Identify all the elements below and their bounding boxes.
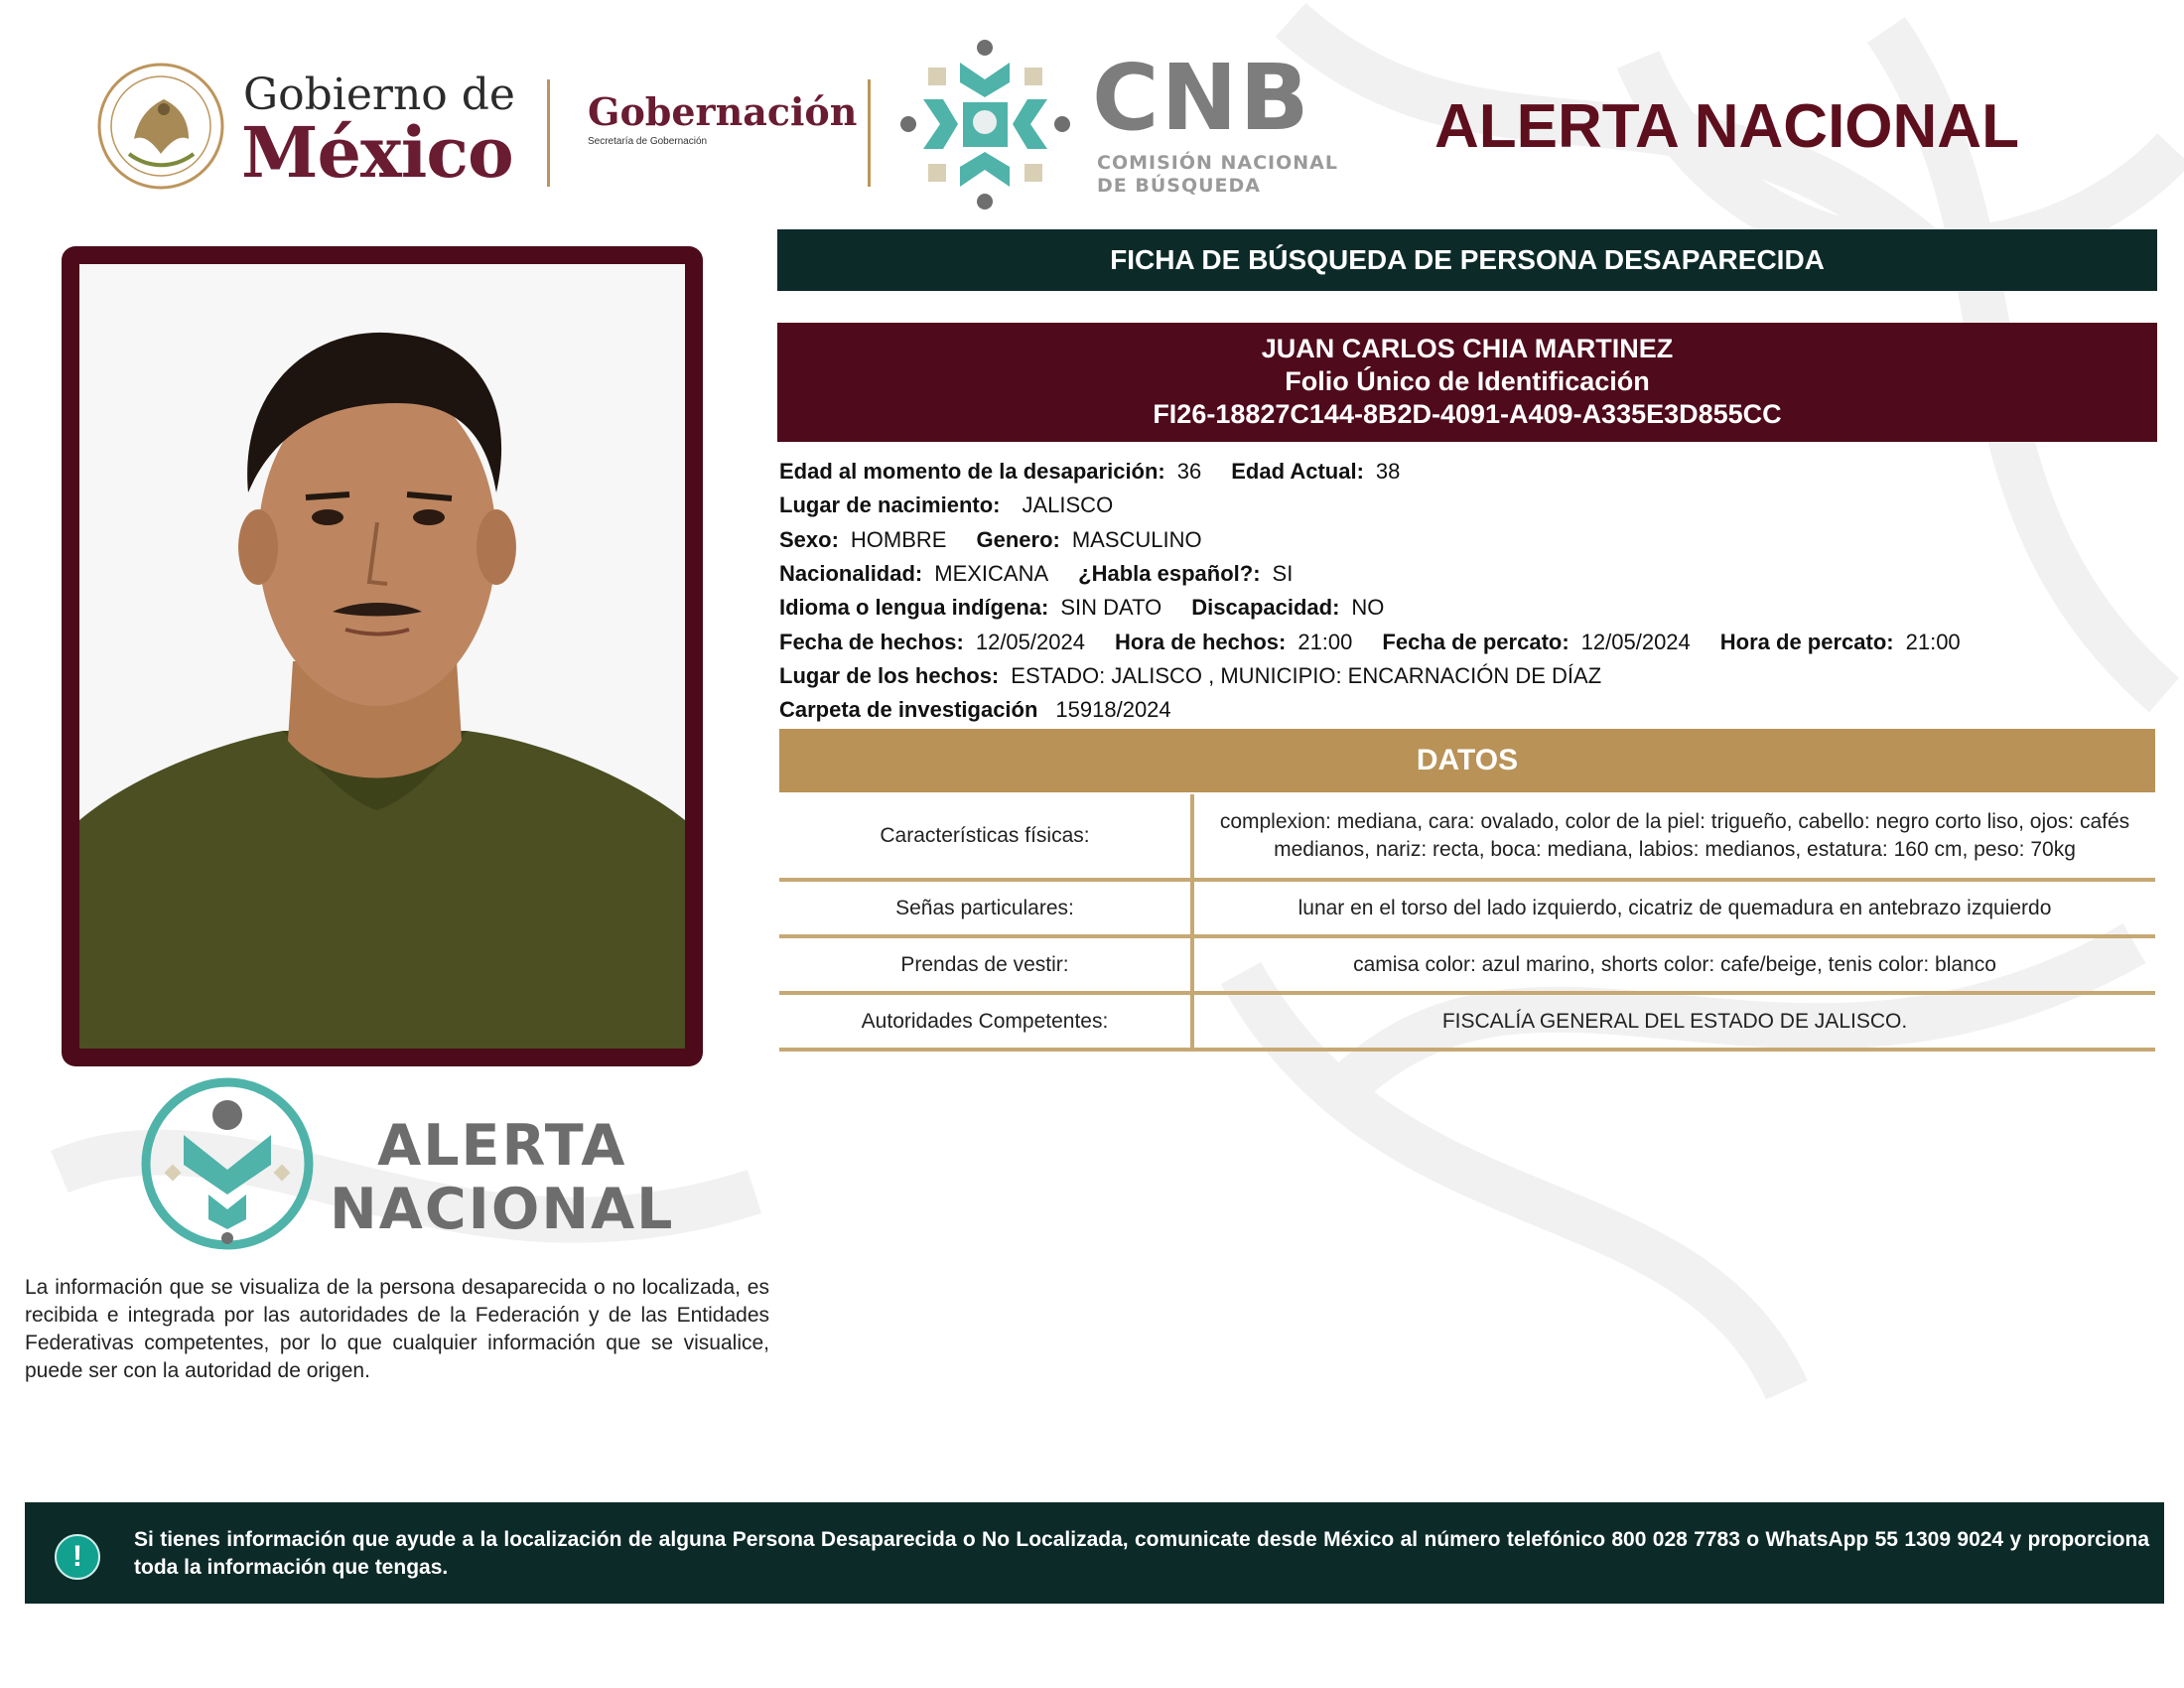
person-portrait [79, 264, 685, 1049]
disclaimer-text: La información que se visualiza de la persona desaparecida o no localizada, es recibida e integrada por las autoridades de la Federación y de las Entidades Federativas competentes, por lo que cualquier información que se visualice, puede ser con la autoridad de origen. [25, 1276, 769, 1382]
carpeta-label: Carpeta de investigación [779, 697, 1038, 722]
fecha-percato-label: Fecha de percato: [1382, 630, 1570, 654]
fecha-percato-value: 12/05/2024 [1580, 630, 1691, 654]
gobernacion-subtext: Secretaría de Gobernación [588, 136, 708, 147]
datos-row [779, 882, 2155, 938]
datos-label: Señas particulares: [779, 882, 1194, 934]
national-seal-icon [94, 60, 228, 194]
person-name-box [777, 323, 2157, 442]
cnb-wordmark: CNB [1092, 45, 1311, 151]
gobierno-de-text: Gobierno de [243, 70, 515, 120]
folio-value: FI26-18827C144-8B2D-4091-A409-A335E3D855CC [1153, 399, 1782, 429]
lugar-hechos-value: ESTADO: JALISCO , MUNICIPIO: ENCARNACIÓN DE DÍAZ [1011, 663, 1602, 688]
lugar-nacimiento-value: JALISCO [1022, 492, 1114, 517]
discapacidad-label: Discapacidad: [1191, 595, 1340, 620]
info-line-nacimiento [779, 492, 1143, 518]
contact-footer-text: Si tienes información que ayude a la localización de alguna Persona Desaparecida o No Localizada, comunicate desde México al número telefónico 800 028 7783 o WhatsApp 55 1309 9024 y proporciona toda la información que tengas. [134, 1528, 2149, 1579]
cnb-subtitle [1097, 152, 1338, 198]
person-photo-frame [62, 246, 703, 1066]
header-divider [547, 79, 550, 187]
cnb-emblem-icon [898, 38, 1072, 211]
nacionalidad-label: Nacionalidad: [779, 561, 923, 586]
datos-value: camisa color: azul marino, shorts color: cafe/beige, tenis color: blanco [1353, 952, 1996, 976]
habla-value: SI [1272, 561, 1294, 586]
header-divider [868, 79, 871, 187]
gobierno-de-mexico-logo [94, 60, 531, 194]
genero-label: Genero: [976, 527, 1060, 552]
edad-actual-label: Edad Actual: [1231, 459, 1364, 484]
alerta-nacional-emblem-icon [139, 1075, 316, 1252]
contact-footer-bar [25, 1502, 2164, 1604]
person-name: JUAN CARLOS CHIA MARTINEZ [1261, 334, 1674, 363]
nacional-word: NACIONAL [330, 1177, 675, 1242]
edad-desaparicion-label: Edad al momento de la desaparición: [779, 459, 1165, 484]
hora-hechos-label: Hora de hechos: [1114, 630, 1287, 654]
datos-row [779, 794, 2155, 882]
info-line-edad [779, 459, 1430, 485]
gobernacion-logo [588, 89, 857, 147]
alerta-word: ALERTA [377, 1113, 627, 1179]
datos-row [779, 938, 2155, 995]
discapacidad-value: NO [1351, 595, 1385, 620]
ficha-title-bar: FICHA DE BÚSQUEDA DE PERSONA DESAPARECIDA [777, 229, 2157, 291]
cnb-subtitle-line2: DE BÚSQUEDA [1097, 175, 1261, 197]
idioma-value: SIN DATO [1060, 595, 1162, 620]
nacionalidad-value: MEXICANA [934, 561, 1049, 586]
edad-actual-value: 38 [1375, 459, 1401, 484]
info-line-lugar-hechos [779, 663, 1631, 689]
hora-hechos-value: 21:00 [1297, 630, 1353, 654]
sexo-value: HOMBRE [850, 527, 947, 552]
lugar-nacimiento-label: Lugar de nacimiento: [779, 492, 1001, 517]
datos-value: complexion: mediana, cara: ovalado, color de la piel: trigueño, cabello: negro corto liso, ojos: cafés medianos, nariz: recta, boca: mediana, labios: medianos, estatura: 160 cm, peso: 70kg [1219, 810, 2130, 861]
sexo-label: Sexo: [779, 527, 839, 552]
datos-row [779, 995, 2155, 1052]
genero-value: MASCULINO [1071, 527, 1202, 552]
hora-percato-label: Hora de percato: [1719, 630, 1894, 654]
fecha-hechos-label: Fecha de hechos: [779, 630, 964, 654]
datos-label: Prendas de vestir: [779, 938, 1194, 991]
info-line-sexo [779, 527, 1232, 553]
edad-desaparicion-value: 36 [1176, 459, 1202, 484]
gobernacion-text: Gobernación [588, 89, 858, 134]
info-line-carpeta [779, 697, 1201, 723]
alerta-nacional-wordmark [330, 1114, 674, 1241]
info-line-fechas [779, 630, 1990, 655]
datos-label: Características físicas: [779, 794, 1194, 878]
info-line-idioma [779, 595, 1414, 621]
datos-value: lunar en el torso del lado izquierdo, cicatriz de quemadura en antebrazo izquierdo [1297, 896, 2052, 919]
cnb-subtitle-line1: COMISIÓN NACIONAL [1097, 152, 1338, 174]
idioma-label: Idioma o lengua indígena: [779, 595, 1049, 620]
mexico-text: México [241, 111, 513, 194]
exclamation-icon: ! [55, 1534, 100, 1580]
fecha-hechos-value: 12/05/2024 [975, 630, 1085, 654]
hora-percato-value: 21:00 [1905, 630, 1961, 654]
carpeta-value: 15918/2024 [1055, 697, 1171, 722]
datos-value: FISCALÍA GENERAL DEL ESTADO DE JALISCO. [1441, 1009, 1908, 1033]
lugar-hechos-label: Lugar de los hechos: [779, 663, 1000, 688]
alerta-nacional-title: ALERTA NACIONAL [1434, 92, 2019, 161]
datos-label: Autoridades Competentes: [779, 995, 1194, 1048]
person-photo [79, 264, 685, 1049]
habla-label: ¿Habla español?: [1078, 561, 1261, 586]
info-line-nacionalidad [779, 561, 1322, 587]
folio-label: Folio Único de Identificación [1285, 366, 1650, 396]
datos-header: DATOS [779, 729, 2155, 792]
